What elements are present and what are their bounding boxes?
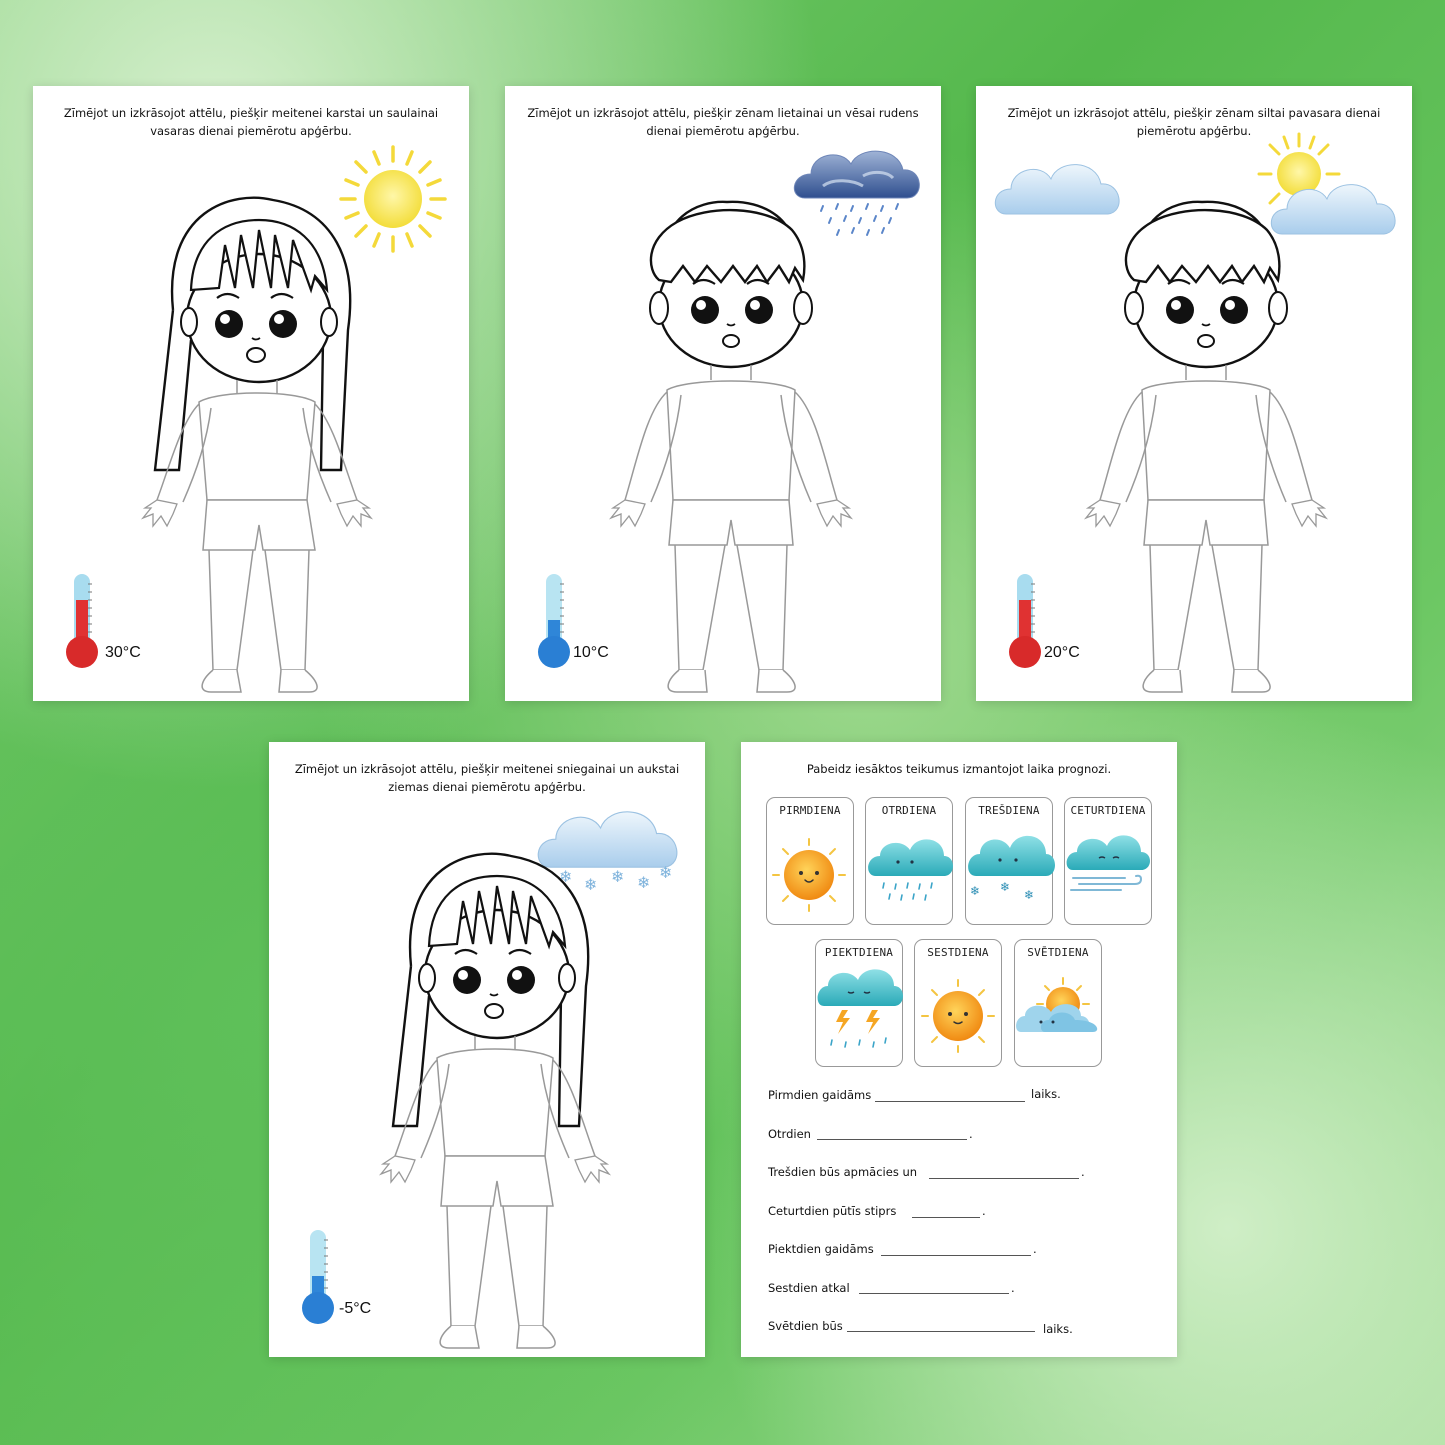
- wind-cloud-icon: [1065, 798, 1151, 924]
- day-card-friday: PIEKTDIENA: [815, 939, 903, 1067]
- instruction-text: Zīmējot un izkrāsojot attēlu, piešķir zēnam siltai pavasara dienai piemērotu apģērbu.: [1007, 106, 1381, 138]
- day-card-sunday: SVĒTDIENA: [1014, 939, 1102, 1067]
- temperature-label: 10°C: [573, 644, 609, 661]
- answer-blank-monday[interactable]: [875, 1101, 1025, 1102]
- girl-outline: [143, 200, 373, 700]
- day-card-tuesday: OTRDIENA: [865, 797, 953, 925]
- day-card-saturday: SESTDIENA: [914, 939, 1002, 1067]
- answer-blank-sunday[interactable]: [847, 1331, 1035, 1332]
- sentence-friday: Piektdien gaidāms: [768, 1242, 874, 1256]
- temperature-label: -5°C: [339, 1300, 372, 1317]
- svg-text:❄: ❄: [970, 884, 981, 898]
- svg-text:❄: ❄: [611, 867, 625, 886]
- thermometer-hot-icon: [1007, 574, 1047, 674]
- answer-blank-tuesday[interactable]: [817, 1139, 967, 1140]
- day-card-thursday: CETURTDIENA: [1064, 797, 1152, 925]
- worksheet-spring-boy: [976, 86, 1412, 701]
- svg-text:❄: ❄: [1024, 888, 1035, 902]
- worksheet-forecast: Pabeidz iesāktos teikumus izmantojot laika prognozi. PIRMDIENA OTRDIENA TREŠDIENA ❄ ❄ ❄ CETURTDIENA PIEKTDIENA SESTDIENA SVĒTDIENA Pirmdien gaidāms laiks. Otrdien . Trešdien būs apmācies un . Ceturtdien pūtīs stiprs . Piektdien gaidāms . Sestdien atkal . Svētdien būs laiks.: [741, 742, 1177, 1357]
- thermometer-cold-icon: [300, 1230, 340, 1330]
- worksheet-autumn-boy: [505, 86, 941, 701]
- sentence-tuesday: Otrdien: [768, 1127, 811, 1141]
- rain-cloud-icon: [866, 798, 952, 924]
- thermometer-hot-icon: [64, 574, 104, 674]
- girl-outline: [381, 856, 611, 1356]
- temperature-label: 30°C: [105, 644, 141, 661]
- sentence-wednesday: Trešdien būs apmācies un: [768, 1165, 918, 1179]
- sentence-thursday: Ceturtdien pūtīs stiprs: [768, 1204, 897, 1218]
- sentence-saturday: Sestdien atkal: [768, 1281, 850, 1295]
- svg-text:❄: ❄: [584, 875, 598, 894]
- svg-text:❄: ❄: [637, 873, 651, 892]
- partly-cloudy-icon: [1015, 940, 1101, 1066]
- answer-blank-wednesday[interactable]: [929, 1178, 1079, 1179]
- svg-text:❄: ❄: [1000, 880, 1011, 894]
- boy-outline: [1082, 200, 1332, 700]
- day-card-wednesday: TREŠDIENA ❄ ❄ ❄: [965, 797, 1053, 925]
- snow-cloud-icon: [966, 798, 1052, 924]
- answer-blank-thursday[interactable]: [912, 1217, 980, 1218]
- answer-blank-saturday[interactable]: [859, 1293, 1009, 1294]
- day-card-monday: PIRMDIENA: [766, 797, 854, 925]
- thunderstorm-icon: [816, 940, 902, 1066]
- instruction-text: Zīmējot un izkrāsojot attēlu, piešķir meitenei sniegainai un aukstai ziemas dienai piemērotu apģērbu.: [294, 762, 680, 794]
- worksheet-summer-girl: [33, 86, 469, 701]
- sentence-monday: Pirmdien gaidāms: [768, 1088, 872, 1102]
- sentence-sunday: Svētdien būs: [768, 1319, 843, 1333]
- svg-text:❄: ❄: [559, 867, 573, 886]
- instruction-text: Zīmējot un izkrāsojot attēlu, piešķir zēnam lietainai un vēsai rudens dienai piemērotu apģērbu.: [527, 106, 919, 138]
- sun-icon: [767, 798, 853, 924]
- worksheet-winter-girl: [269, 742, 705, 1357]
- temperature-label: 20°C: [1044, 644, 1080, 661]
- svg-text:❄: ❄: [659, 863, 673, 882]
- sun-icon: [915, 940, 1001, 1066]
- answer-blank-friday[interactable]: [881, 1255, 1031, 1256]
- instruction-text: Pabeidz iesāktos teikumus izmantojot laika prognozi.: [806, 762, 1112, 776]
- boy-outline: [607, 200, 857, 700]
- thermometer-cold-icon: [536, 574, 576, 674]
- instruction-text: Zīmējot un izkrāsojot attēlu, piešķir meitenei karstai un saulainai vasaras dienai piemērotu apģērbu.: [63, 106, 439, 138]
